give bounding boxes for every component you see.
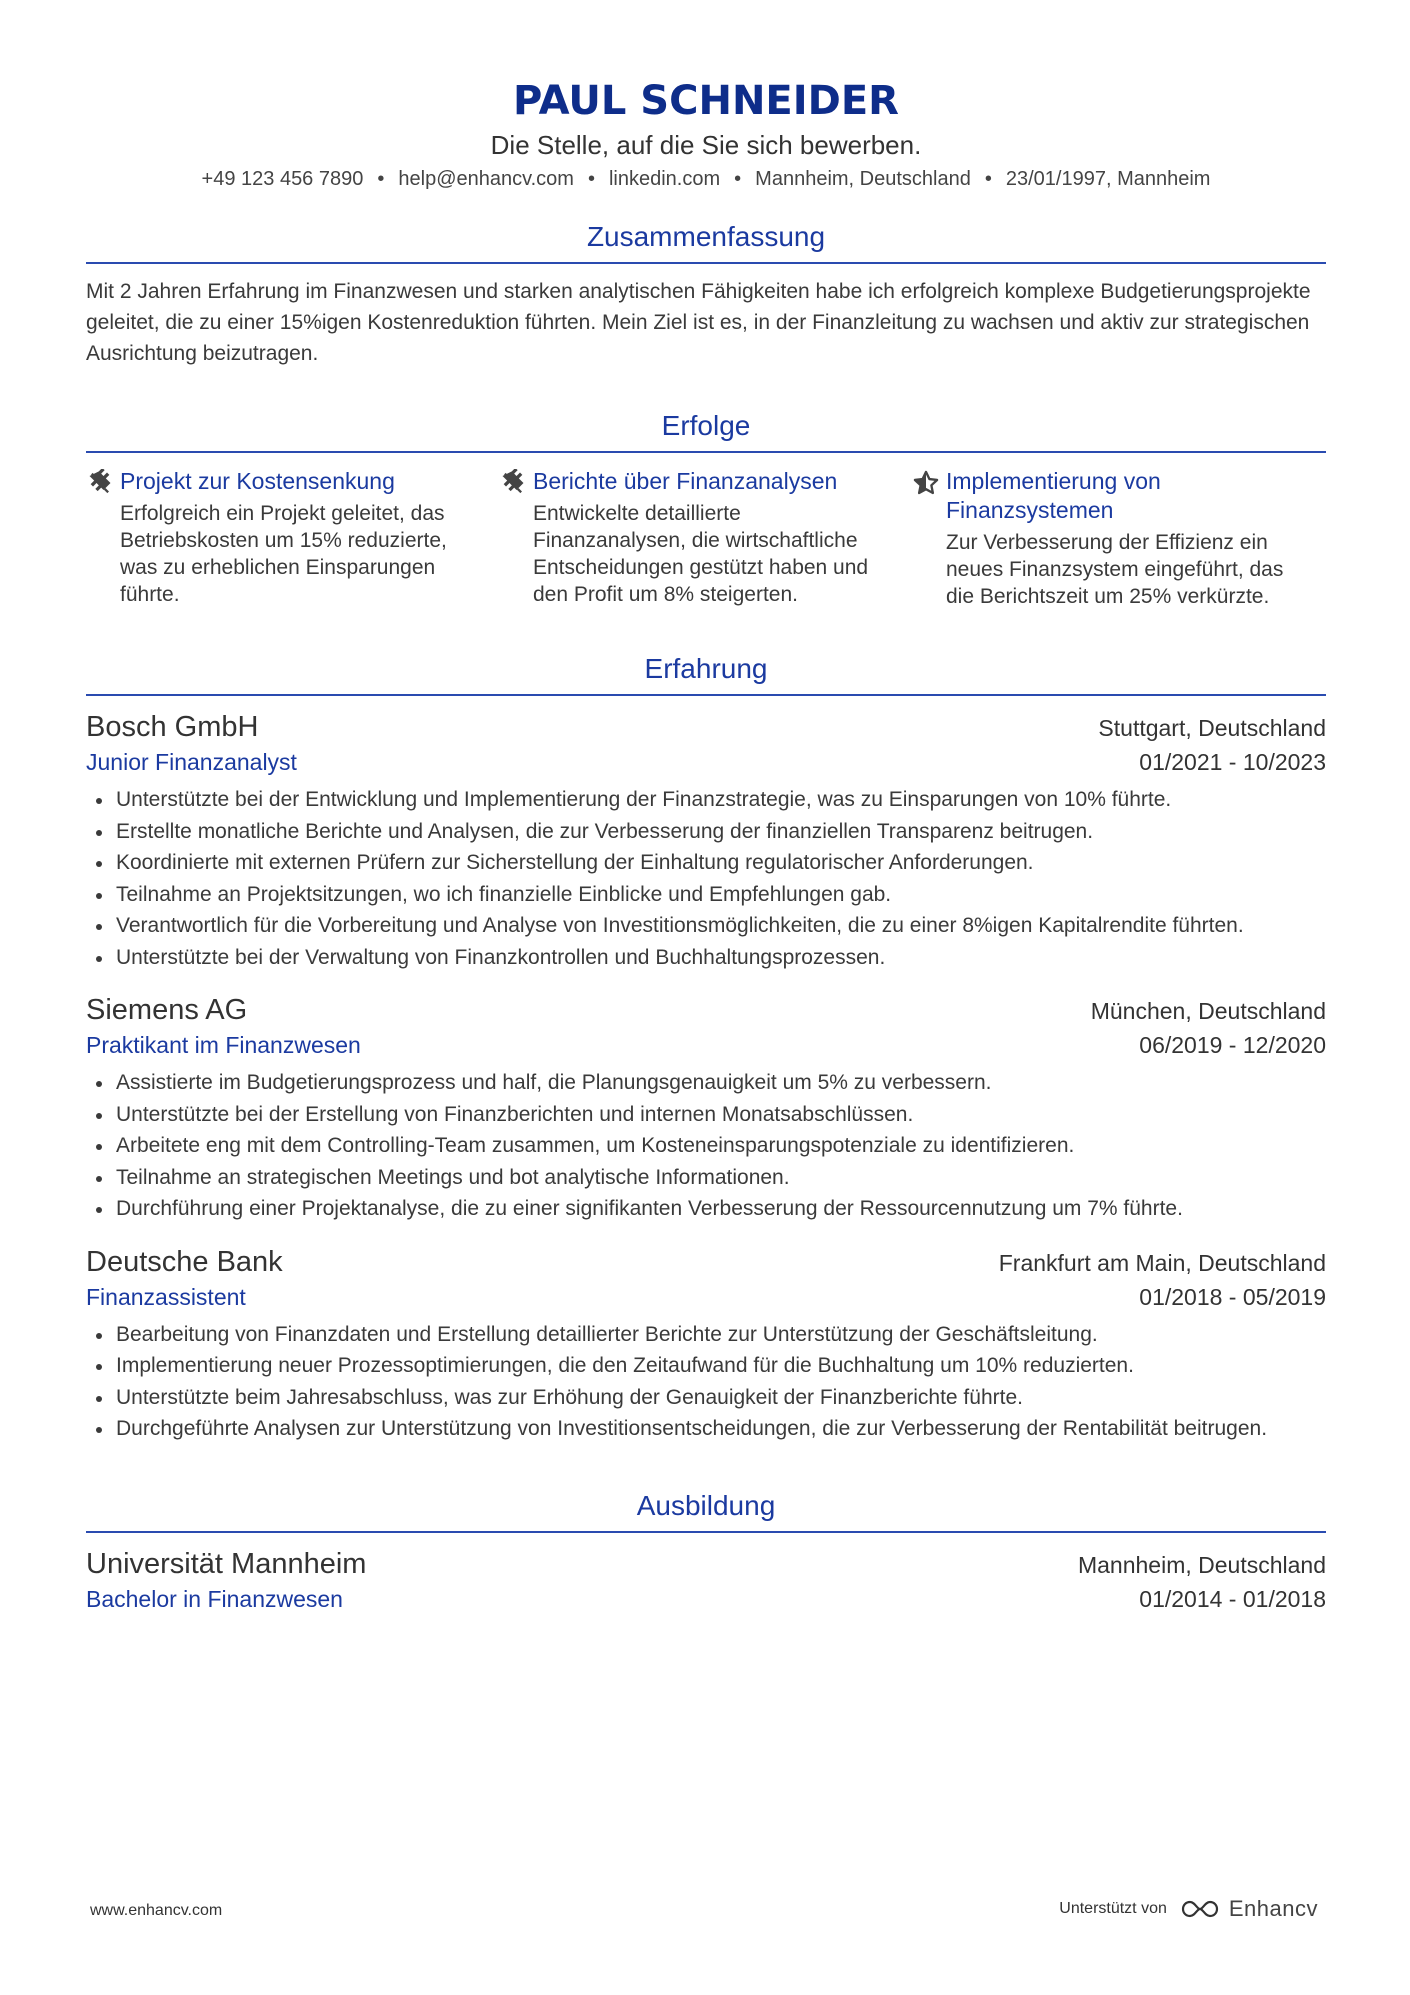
achievement-item bbox=[912, 467, 1325, 610]
list-item: Koordinierte mit externen Prüfern zur Sicherstellung der Einhaltung regulatorischer Anforderungen. bbox=[86, 847, 1326, 879]
job-entry bbox=[86, 708, 1326, 973]
achievement-item bbox=[86, 467, 499, 610]
list-item: Implementierung neuer Prozessoptimierungen, die den Zeitaufwand für die Buchhaltung um 10% reduzierten. bbox=[86, 1350, 1326, 1382]
list-item: Unterstützte beim Jahresabschluss, was zur Erhöhung der Genauigkeit der Finanzberichte führte. bbox=[86, 1382, 1326, 1414]
school-name: Universität Mannheim bbox=[86, 1547, 367, 1580]
job-title: Praktikant im Finanzwesen bbox=[86, 1032, 361, 1058]
handshake-icon bbox=[86, 467, 120, 610]
company-name: Bosch GmbH bbox=[86, 711, 259, 743]
school-location: Mannheim, Deutschland bbox=[1077, 1551, 1326, 1578]
job-bullets bbox=[86, 784, 1326, 973]
achievements-section bbox=[86, 409, 1326, 610]
job-title: Finanzassistent bbox=[86, 1283, 246, 1310]
brand-name: Enhancv bbox=[1228, 1896, 1318, 1921]
list-item: Unterstützte bei der Entwicklung und Implementierung der Finanzstrategie, was zu Einsparungen von 10% führte. bbox=[86, 784, 1326, 816]
list-item: Bearbeitung von Finanzdaten und Erstellung detaillierter Berichte zur Unterstützung der Geschäftsleitung. bbox=[86, 1319, 1326, 1351]
star-icon bbox=[912, 467, 946, 610]
resume-header bbox=[86, 0, 1326, 192]
achievement-title: Implementierung von Finanzsystemen bbox=[946, 468, 1161, 523]
footer-brand bbox=[1059, 1896, 1318, 1922]
section-title-experience: Erfahrung bbox=[86, 652, 1326, 696]
section-title-summary: Zusammenfassung bbox=[86, 220, 1326, 264]
section-title-education: Ausbildung bbox=[86, 1489, 1326, 1533]
location: Mannheim, Deutschland bbox=[755, 168, 971, 190]
phone: +49 123 456 7890 bbox=[201, 168, 364, 190]
degree: Bachelor in Finanzwesen bbox=[86, 1585, 343, 1612]
list-item: Teilnahme an strategischen Meetings und bot analytische Informationen. bbox=[86, 1162, 1326, 1194]
summary-section bbox=[86, 220, 1326, 369]
list-item: Assistierte im Budgetierungsprozess und half, die Planungsgenauigkeit um 5% zu verbessern. bbox=[86, 1067, 1326, 1099]
achievement-title: Projekt zur Kostensenkung bbox=[120, 468, 395, 494]
achievement-desc: Erfolgreich ein Projekt geleitet, das Betriebskosten um 15% reduzierte, was zu erheblichen Einsparungen führte. bbox=[120, 502, 447, 606]
email[interactable]: help@enhancv.com bbox=[398, 168, 574, 190]
list-item: Verantwortlich für die Vorbereitung und Analyse von Investitionsmöglichkeiten, die zu einer 8%igen Kapitalrendite führten. bbox=[86, 910, 1326, 942]
list-item: Durchgeführte Analysen zur Unterstützung von Investitionsentscheidungen, die zur Verbesserung der Rentabilität beitrugen. bbox=[86, 1413, 1326, 1445]
list-item: Durchführung einer Projektanalyse, die zu einer signifikanten Verbesserung der Ressourcennutzung um 7% führte. bbox=[86, 1193, 1326, 1225]
separator: • bbox=[734, 168, 742, 190]
section-title-achievements: Erfolge bbox=[86, 409, 1326, 453]
candidate-name: PAUL SCHNEIDER bbox=[513, 78, 899, 124]
education-dates: 01/2014 - 01/2018 bbox=[1139, 1585, 1326, 1612]
achievement-item bbox=[499, 467, 912, 610]
achievement-desc: Zur Verbesserung der Effizienz ein neues Finanzsystem eingeführt, das die Berichtszeit um 25% verkürzte. bbox=[946, 531, 1284, 608]
list-item: Unterstützte bei der Erstellung von Finanzberichten und internen Monatsabschlüssen. bbox=[86, 1099, 1326, 1131]
education-section bbox=[86, 1489, 1326, 1615]
experience-section bbox=[86, 652, 1326, 1445]
list-item: Teilnahme an Projektsitzungen, wo ich finanzielle Einblicke und Empfehlungen gab. bbox=[86, 879, 1326, 911]
birth-info: 23/01/1997, Mannheim bbox=[1005, 168, 1211, 190]
separator: • bbox=[984, 168, 992, 190]
summary-text: Mit 2 Jahren Erfahrung im Finanzwesen und starken analytischen Fähigkeiten habe ich erfolgreich komplexe Budgetierungsprojekte geleitet, die zu einer 15%igen Kostenreduktion führten. Mein Ziel ist es, in der Finanzleitung zu wachsen und aktiv zur strategischen Ausrichtung beizutragen. bbox=[86, 280, 1311, 365]
handshake-icon bbox=[499, 467, 533, 610]
job-bullets bbox=[86, 1319, 1326, 1445]
company-name: Siemens AG bbox=[86, 994, 248, 1026]
powered-by-label: Unterstützt von bbox=[1059, 1900, 1167, 1917]
list-item: Arbeitete eng mit dem Controlling-Team zusammen, um Kosteneinsparungspotenziale zu identifizieren. bbox=[86, 1130, 1326, 1162]
footer-website[interactable]: www.enhancv.com bbox=[90, 1902, 223, 1919]
job-dates: 01/2018 - 05/2019 bbox=[1139, 1283, 1326, 1310]
job-dates: 06/2019 - 12/2020 bbox=[1139, 1032, 1326, 1058]
job-bullets bbox=[86, 1067, 1326, 1225]
job-location: München, Deutschland bbox=[1090, 998, 1326, 1024]
job-location: Frankfurt am Main, Deutschland bbox=[998, 1249, 1326, 1276]
separator: • bbox=[377, 168, 385, 190]
list-item: Unterstützte bei der Verwaltung von Finanzkontrollen und Buchhaltungsprozessen. bbox=[86, 942, 1326, 974]
contact-line bbox=[86, 166, 1326, 192]
achievement-title: Berichte über Finanzanalysen bbox=[533, 468, 838, 494]
job-entry bbox=[86, 1243, 1326, 1445]
separator: • bbox=[587, 168, 595, 190]
education-entry bbox=[86, 1545, 1326, 1615]
resume-page bbox=[86, 0, 1326, 1615]
achievements-list bbox=[86, 467, 1326, 610]
company-name: Deutsche Bank bbox=[86, 1245, 283, 1278]
job-title: Junior Finanzanalyst bbox=[86, 749, 297, 775]
job-dates: 01/2021 - 10/2023 bbox=[1139, 749, 1326, 775]
list-item: Erstellte monatliche Berichte und Analysen, die zur Verbesserung der finanziellen Transparenz beitrugen. bbox=[86, 816, 1326, 848]
job-entry bbox=[86, 991, 1326, 1225]
linkedin[interactable]: linkedin.com bbox=[608, 168, 721, 190]
target-role: Die Stelle, auf die Sie sich bewerben. bbox=[490, 130, 922, 160]
job-location: Stuttgart, Deutschland bbox=[1098, 715, 1326, 741]
enhancv-logo-icon bbox=[1179, 1896, 1318, 1922]
achievement-desc: Entwickelte detaillierte Finanzanalysen, die wirtschaftliche Entscheidungen gestützt haben und den Profit um 8% steigerten. bbox=[533, 502, 869, 606]
